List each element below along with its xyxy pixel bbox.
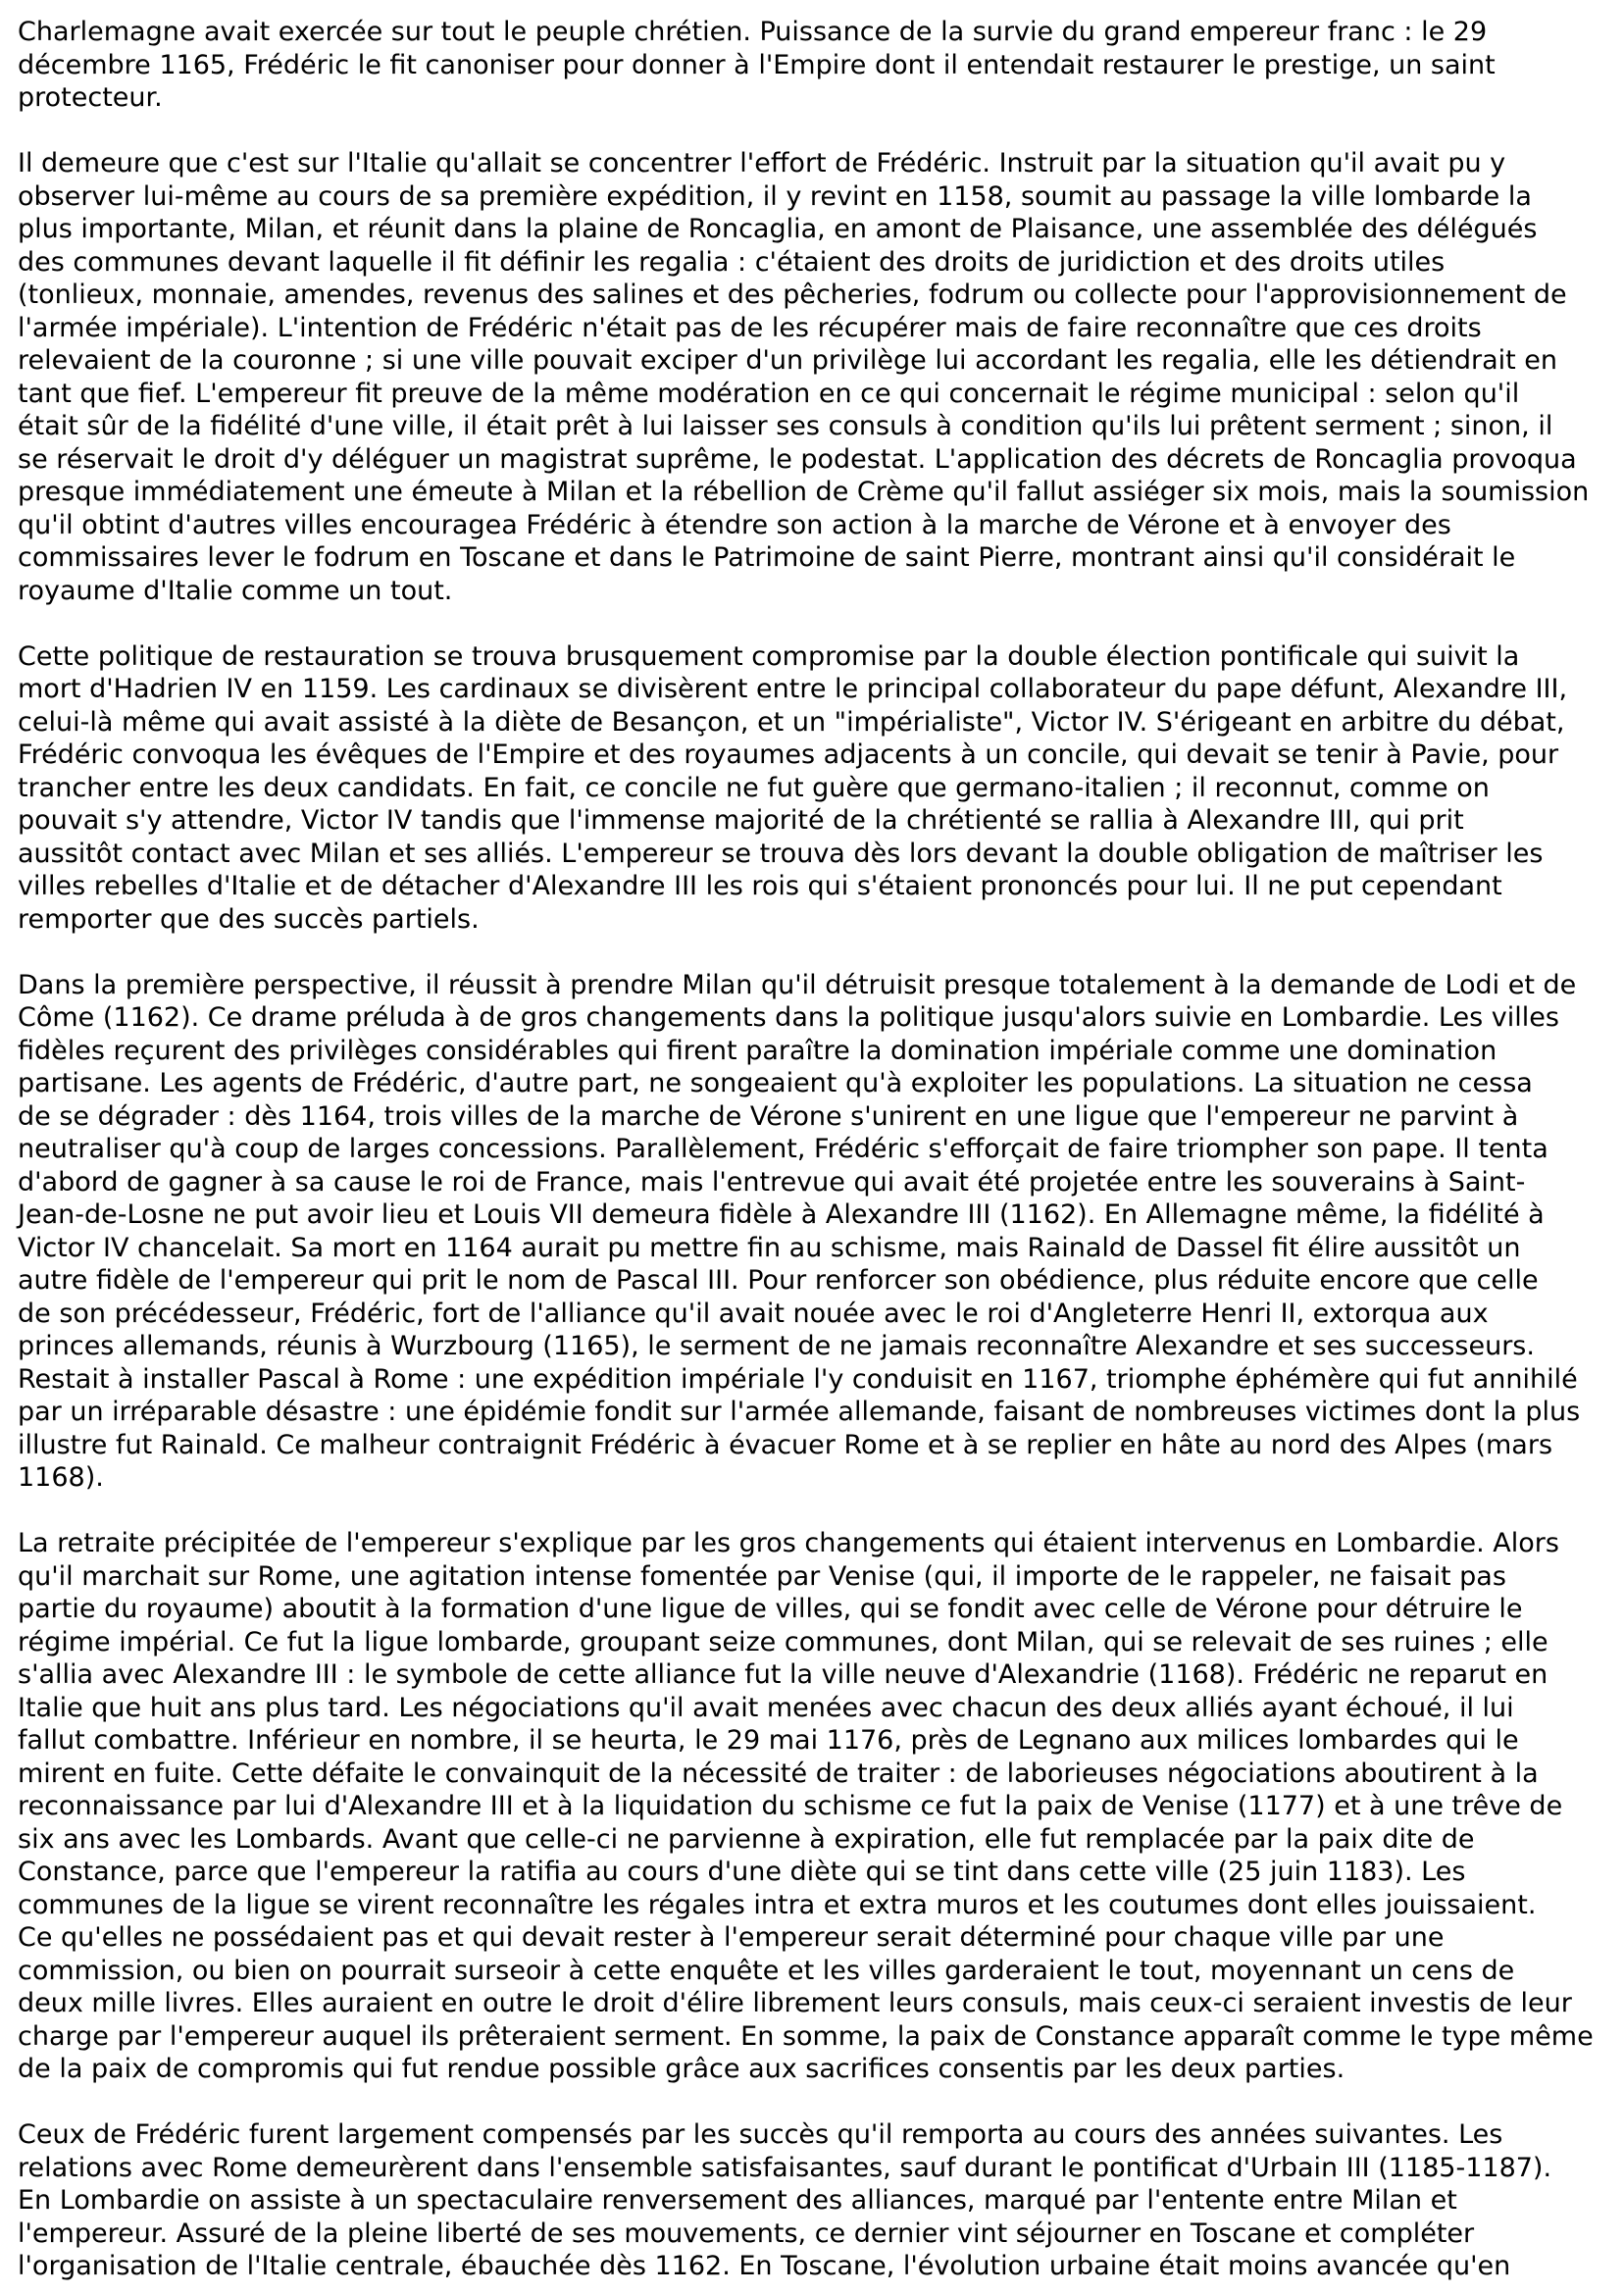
text-line: aussitôt contact avec Milan et ses alliés. L'empereur se trouva dès lors devant la double obligation de maîtriser les	[18, 838, 1544, 869]
text-line: neutraliser qu'à coup de larges concessions. Parallèlement, Frédéric s'efforçait de faire triompher son pape. Il tenta	[18, 1134, 1548, 1164]
text-line: partie du royaume) aboutit à la formation d'une ligue de villes, qui se fondit avec celle de Vérone pour détruire le	[18, 1594, 1523, 1624]
text-line: qu'il marchait sur Rome, une agitation intense fomentée par Venise (qui, il importe de le rappeler, ne faisait pas	[18, 1560, 1506, 1592]
text-line: Restait à installer Pascal à Rome : une expédition impériale l'y conduisit en 1167, triomphe éphémère qui fut annihilé	[18, 1363, 1578, 1395]
text-line: d'abord de gagner à sa cause le roi de France, mais l'entrevue qui avait été projetée entre les souverains à Saint-	[18, 1166, 1526, 1198]
text-line: Dans la première perspective, il réussit à prendre Milan qu'il détruisit presque totalement à la demande de Lodi et de	[18, 969, 1577, 1000]
text-line: décembre 1165, Frédéric le fit canoniser pour donner à l'Empire dont il entendait restaurer le prestige, un saint	[18, 49, 1496, 80]
text-line: Ceux de Frédéric furent largement compensés par les succès qu'il remporta au cours des années suivantes. Les	[18, 2119, 1503, 2150]
text-line: de se dégrader : dès 1164, trois villes de la marche de Vérone s'unirent en une ligue que l'empereur ne parvint à	[18, 1100, 1519, 1132]
text-line: Jean-de-Losne ne put avoir lieu et Louis VII demeura fidèle à Alexandre III (1162). En Allemagne même, la fidélité à	[18, 1199, 1545, 1230]
text-line: royaume d'Italie comme un tout.	[18, 575, 453, 606]
text-line: (tonlieux, monnaie, amendes, revenus des salines et des pêcheries, fodrum ou collecte pour l'approvisionnement de	[18, 280, 1567, 310]
text-line: fidèles reçurent des privilèges considérables qui firent paraître la domination impériale comme une domination	[18, 1035, 1497, 1066]
text-line: La retraite précipitée de l'empereur s'explique par les gros changements qui étaient intervenus en Lombardie. Alors	[18, 1528, 1559, 1558]
text-line: celui-là même qui avait assisté à la diète de Besançon, et un "impérialiste", Victor IV. S'érigeant en arbitre du débat,	[18, 706, 1565, 738]
text-line: par un irréparable désastre : une épidémie fondit sur l'armée allemande, faisant de nombreuses victimes dont la plus	[18, 1397, 1581, 1427]
text-line: charge par l'empereur auquel ils prêteraient serment. En somme, la paix de Constance apparaît comme le type même	[18, 2020, 1594, 2052]
paragraph-1	[18, 16, 1612, 115]
text-line: commissaires lever le fodrum en Toscane et dans le Patrimoine de saint Pierre, montrant ainsi qu'il considérait le	[18, 542, 1516, 573]
text-line: trancher entre les deux candidats. En fait, ce concile ne fut guère que germano-italien ; il reconnut, comme on	[18, 772, 1490, 803]
text-line: Cette politique de restauration se trouva brusquement compromise par la double élection pontificale qui suivit la	[18, 640, 1520, 672]
text-line: pouvait s'y attendre, Victor IV tandis que l'immense majorité de la chrétienté se rallia à Alexandre III, qui prit	[18, 805, 1464, 836]
text-line: se réservait le droit d'y déléguer un magistrat suprême, le podestat. L'application des décrets de Roncaglia provoqua	[18, 443, 1577, 475]
text-line: fallut combattre. Inférieur en nombre, il se heurta, le 29 mai 1176, près de Legnano aux milices lombardes qui le	[18, 1725, 1519, 1756]
text-line: princes allemands, réunis à Wurzbourg (1165), le serment de ne jamais reconnaître Alexandre et ses successeurs.	[18, 1331, 1535, 1361]
paragraph-2	[18, 147, 1612, 607]
text-line: Victor IV chancelait. Sa mort en 1164 aurait pu mettre fin au schisme, mais Rainald de Dassel fit élire aussitôt un	[18, 1232, 1521, 1263]
text-line: Italie que huit ans plus tard. Les négociations qu'il avait menées avec chacun des deux alliés ayant échoué, il lui	[18, 1692, 1514, 1723]
text-line: l'empereur. Assuré de la pleine liberté de ses mouvements, ce dernier vint séjourner en Toscane et compléter	[18, 2218, 1475, 2249]
text-line: Côme (1162). Ce drame préluda à de gros changements dans la politique jusqu'alors suivie en Lombardie. Les villes	[18, 1002, 1559, 1033]
text-line: communes de la ligue se virent reconnaître les régales intra et extra muros et les coutumes dont elles jouissaient.	[18, 1889, 1537, 1920]
text-line: villes rebelles d'Italie et de détacher d'Alexandre III les rois qui s'étaient prononcés pour lui. Il ne put cependant	[18, 871, 1502, 901]
text-line: Ce qu'elles ne possédaient pas et qui devait rester à l'empereur serait déterminé pour chaque ville par une	[18, 1922, 1445, 1953]
text-line: partisane. Les agents de Frédéric, d'autre part, ne songeaient qu'à exploiter les populations. La situation ne cessa	[18, 1068, 1533, 1098]
text-line: Charlemagne avait exercée sur tout le peuple chrétien. Puissance de la survie du grand empereur franc : le 29	[18, 17, 1488, 47]
text-line: En Lombardie on assiste à un spectaculaire renversement des alliances, marqué par l'entente entre Milan et	[18, 2185, 1457, 2216]
text-line: remporter que des succès partiels.	[18, 903, 480, 935]
text-line: reconnaissance par lui d'Alexandre III et à la liquidation du schisme ce fut la paix de Venise (1177) et à une trêve de	[18, 1791, 1563, 1821]
text-line: illustre fut Rainald. Ce malheur contraignit Frédéric à évacuer Rome et à se replier en hâte au nord des Alpes (mars	[18, 1429, 1553, 1460]
text-line: presque immédiatement une émeute à Milan et la rébellion de Crème qu'il fallut assiéger six mois, mais la soumission	[18, 477, 1590, 507]
text-line: Frédéric convoqua les évêques de l'Empire et des royaumes adjacents à un concile, qui devait se tenir à Pavie, pour	[18, 739, 1559, 770]
paragraph-5	[18, 1527, 1612, 2086]
text-line: relevaient de la couronne ; si une ville pouvait exciper d'un privilège lui accordant les regalia, elle les détiendrait en	[18, 345, 1558, 376]
text-line: six ans avec les Lombards. Avant que celle-ci ne parvienne à expiration, elle fut remplacée par la paix dite de	[18, 1823, 1475, 1855]
text-line: observer lui-même au cours de sa première expédition, il y revint en 1158, soumit au passage la ville lombarde la	[18, 180, 1532, 212]
text-line: 1168).	[18, 1462, 104, 1493]
text-line: autre fidèle de l'empereur qui prit le nom de Pascal III. Pour renforcer son obédience, plus réduite encore que celle	[18, 1265, 1539, 1296]
text-line: commission, ou bien on pourrait surseoir à cette enquête et les villes garderaient le tout, moyennant un cens de	[18, 1955, 1515, 1986]
text-line: de son précédesseur, Frédéric, fort de l'alliance qu'il avait nouée avec le roi d'Angleterre Henri II, extorqua aux	[18, 1298, 1489, 1329]
text-line: était sûr de la fidélité d'une ville, il était prêt à lui laisser ses consuls à condition qu'ils lui prêtent serment ; sinon, il	[18, 411, 1553, 441]
text-line: l'organisation de l'Italie centrale, ébauchée dès 1162. En Toscane, l'évolution urbaine était moins avancée qu'en	[18, 2251, 1511, 2281]
text-line: mort d'Hadrien IV en 1159. Les cardinaux se divisèrent entre le principal collaborateur du pape défunt, Alexandre III,	[18, 674, 1568, 704]
text-line: Il demeure que c'est sur l'Italie qu'allait se concentrer l'effort de Frédéric. Instruit par la situation qu'il avait pu y	[18, 148, 1506, 178]
text-line: mirent en fuite. Cette défaite le convainquit de la nécessité de traiter : de laborieuses négociations aboutirent à la	[18, 1758, 1539, 1789]
text-line: plus importante, Milan, et réunit dans la plaine de Roncaglia, en amont de Plaisance, une assemblée des délégués	[18, 214, 1538, 244]
text-line: tant que fief. L'empereur fit preuve de la même modération en ce qui concernait le régime municipal : selon qu'il	[18, 378, 1520, 409]
paragraph-4	[18, 969, 1612, 1495]
text-line: des communes devant laquelle il fit définir les regalia : c'étaient des droits de juridiction et des droits utiles	[18, 246, 1446, 278]
text-line: qu'il obtint d'autres villes encouragea Frédéric à étendre son action à la marche de Vérone et à envoyer des	[18, 509, 1451, 540]
text-line: l'armée impériale). L'intention de Frédéric n'était pas de les récupérer mais de faire reconnaître que ces droits	[18, 312, 1482, 343]
text-line: relations avec Rome demeurèrent dans l'ensemble satisfaisantes, sauf durant le pontificat d'Urbain III (1185-1187).	[18, 2152, 1552, 2183]
text-line: régime impérial. Ce fut la ligue lombarde, groupant seize communes, dont Milan, qui se relevait de ses ruines ; elle	[18, 1626, 1548, 1657]
text-line: protecteur.	[18, 82, 163, 113]
text-line: deux mille livres. Elles auraient en outre le droit d'élire librement leurs consuls, mais ceux-ci seraient investis de leur	[18, 1988, 1572, 2018]
paragraph-3	[18, 640, 1612, 937]
paragraph-6	[18, 2118, 1612, 2283]
text-line: s'allia avec Alexandre III : le symbole de cette alliance fut la ville neuve d'Alexandrie (1168). Frédéric ne reparut en	[18, 1659, 1548, 1690]
text-line: de la paix de compromis qui fut rendue possible grâce aux sacrifices consentis par les deux parties.	[18, 2054, 1345, 2084]
text-line: Constance, parce que l'empereur la ratifia au cours d'une diète qui se tint dans cette ville (25 juin 1183). Les	[18, 1857, 1466, 1887]
